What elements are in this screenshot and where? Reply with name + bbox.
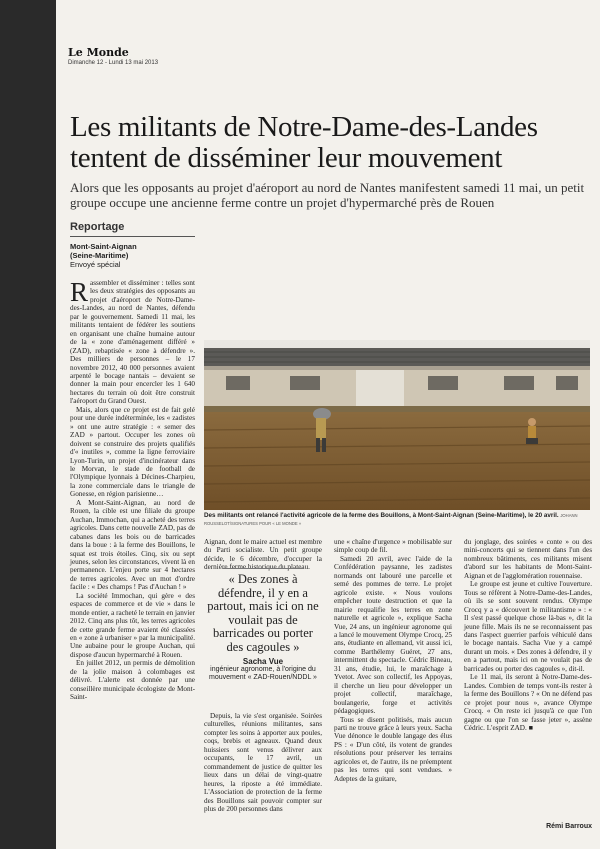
section-rule (70, 236, 195, 237)
photo-caption (204, 512, 590, 527)
article-column-4 (464, 538, 592, 823)
paragraph: En juillet 2012, un permis de démolition de la jolie maison à colombages est délivré. L'alerte est donnée par une conseillère municipale écologiste de Mont-Saint- (70, 659, 195, 702)
paragraph: du jonglage, des soirées « conte » ou des mini-concerts qui se tiennent dans l'un des nombreux bâtiments, ces militants misent d'abord sur les habitants de Mont-Saint-Aignan et de l'agglomération rouennaise. (464, 538, 592, 580)
newspaper-page (56, 0, 600, 849)
paragraph: une « chaîne d'urgence » mobilisable sur simple coup de fil. (334, 538, 452, 555)
farm-photo (204, 340, 590, 510)
dateline: Dimanche 12 - Lundi 13 mai 2013 (68, 60, 159, 66)
headline-line: tentent de disséminer leur mouvement (70, 142, 503, 174)
byline-place: Mont-Saint-Aignan (70, 242, 137, 251)
byline-role: Envoyé spécial (70, 260, 121, 269)
paragraph: Aignan, dont le maire actuel est membre du Parti socialiste. Un petit groupe décide, le 6 décembre, d'occuper la dernière ferme historique du plateau. (204, 538, 322, 572)
paragraph: Le 11 mai, ils seront à Notre-Dame-des-Landes. Combien de temps vont-ils rester à la ferme des Bouillons ? « On ne défend pas ce projet pour nous », avance Olympe Crocq. « On reste ici jusqu'à ce que l'on gagne ou que l'on se fasse jeter », assène Cédric. L'esprit ZAD. ■ (464, 673, 592, 732)
article-column-3 (334, 538, 452, 838)
photo-credit: JOHANN ROUSSELOT/SIGNATURES POUR « LE MONDE » (204, 513, 578, 526)
paragraph: Tous se disent politisés, mais aucun parti ne trouve grâce à leurs yeux. Sacha Vue dénonce le double langage des élus PS : « D'un côté, ils votent de grandes résolutions pour préserver les terrains agricoles et, de l'autre, ils ne préemptent pas les terres qui sont vendues. » Adeptes de la guitare, (334, 715, 452, 783)
article-column-2 (204, 538, 322, 572)
dropcap: R (70, 277, 89, 307)
deck-subtitle: Alors que les opposants au projet d'aéroport au nord de Nantes manifestent samedi 11 mai, un petit groupe occupe une ancienne ferme contre un projet d'hypermarché près de Rouen (70, 180, 585, 210)
paragraph: A Mont-Saint-Aignan, au nord de Rouen, la cible est une filiale du groupe Auchan, Immochan, qui a acheté des terres agricoles. Dans cette nouvelle ZAD, pas de cabanes dans les bois ou de barricades dans la boue : à la ferme des Bouillons, le squat est trois étoiles. Cinq, six ou sept jeunes, selon les circonstances, vivent là en permanence. L'enjeu porte sur 4 hectares de terres agricoles. Avec un mot d'ordre facile : « Des champs ! Pas d'Auchan ! » (70, 498, 195, 592)
headline-line: Les militants de Notre-Dame-des-Landes (70, 111, 538, 143)
pull-quote-author: Sacha Vue (242, 657, 284, 666)
section-label: Reportage (70, 221, 125, 233)
caption-text: Des militants ont relancé l'activité agricole de la ferme des Bouillons, à Mont-Saint-Aignan (Seine-Maritime), le 20 avril. (204, 512, 559, 519)
pull-quote-text: « Des zones à défendre, il y en a partout, mais ici on ne voulait pas de barricades ou porter des cagoules » (207, 572, 319, 654)
pull-quote-role: ingénieur agronome, à l'origine du mouvement « ZAD-Rouen/NDDL » (209, 666, 317, 681)
paragraph: Le groupe est jeune et cultive l'ouverture. Tous se réfèrent à Notre-Dame-des-Landes, où ils se sont souvent rendus. Olympe Crocq y a « découvert le militantisme » : « Il s'est passé quelque chose là-bas », dit la jeune fille. Mais ils ne se reconnaissent pas dans l'aspect guerrier parfois véhiculé dans le bocage nantais. Sacha Vue y a campé durant un mois. « Des zones à défendre, il y en a partout, mais ici on ne voulait pas de barricades ou porter des cagoules », dit-il. (464, 580, 592, 673)
article-column-1 (70, 279, 195, 839)
headline (70, 112, 590, 174)
masthead-logo: Le Monde (68, 46, 129, 59)
article-column-2-continued (204, 712, 322, 848)
paragraph: assembler et disséminer : telles sont les deux stratégies des opposants au projet d'aéroport de Notre-Dame-des-Landes, au nord de Nantes, défendu par le gouvernement. Samedi 11 mai, les militants tentaient de fédérer les soutiens en organisant une chaîne humaine autour de la « zone d'aménagement différé » (ZAD), rebaptisée « zone à défendre ». Des milliers de personnes – le 17 novembre 2012, 40 000 personnes avaient arpenté le bocage nantais – devaient se donner la main pour encercler les 1 640 hectares du terrain où doit être construit l'aéroport du Grand Ouest. (70, 279, 195, 406)
pull-quote-rule (223, 568, 303, 569)
paragraph: Samedi 20 avril, avec l'aide de la Confédération paysanne, les zadistes normands ont labouré une parcelle et semé des pommes de terre. Le projet agricole existe. « Nous voulons empêcher toute destruction et que la mairie requalifie les terres en zone naturelle et agricole », explique Sacha Vue, 24 ans, un ingénieur agronome qui a lancé le mouvement Olympe Crocq, 25 ans, étudiante en allemand, vit aussi ici, comme Barthélemy Guéret, 27 ans, intermittent du spectacle. Cédric Bineau, 31 ans, étudie, lui, le maraîchage à Yvetot. Avec son collectif, les Appoyas, il cherche un lieu pour développer un projet collectif, maraîchage, boulangerie, forge et activités pédagogiques. (334, 554, 452, 716)
byline-region: (Seine-Maritime) (70, 251, 129, 260)
pull-quote (204, 568, 322, 682)
paragraph: Mais, alors que ce projet est de fait gelé pour une durée indéterminée, les « zadistes » ont une autre stratégie : « semer des ZAD » partout. Occuper les zones où doivent se construire des projets qualifiés d'« inutiles », comme la ligne ferroviaire Lyon-Turin, un projet d'incinérateur dans le Morvan, le stade de football de l'Olympique lyonnais à Décines-Charpieu, la zone commerciale dans le triangle de Gonesse, en région parisienne… (70, 405, 195, 499)
paragraph: Depuis, la vie s'est organisée. Soirées culturelles, réunions militantes, sans compter les soins à apporter aux poules, coqs, brebis et agneaux. Quand deux huissiers sont venus délivrer aux occupants, le 17 avril, un commandement de justice de quitter les lieux dans un délai de vingt-quatre heures, la riposte a été immédiate. L'Association de protection de la ferme des Bouillons sait pouvoir compter sur plus de 200 personnes dans (204, 712, 322, 813)
byline (70, 242, 195, 269)
author-signature: Rémi Barroux (546, 823, 592, 830)
paragraph: La société Immochan, qui gère « des espaces de commerce et de vie » dans le monde entier, a racheté le terrain en janvier 2012. Cinq ans plus tôt, les terres agricoles de cette grande ferme avaient été classées en « zone à urbaniser » par la municipalité. Une aubaine pour le groupe Auchan, qui dispose d'aucun hypermarché à Rouen. (70, 591, 195, 659)
